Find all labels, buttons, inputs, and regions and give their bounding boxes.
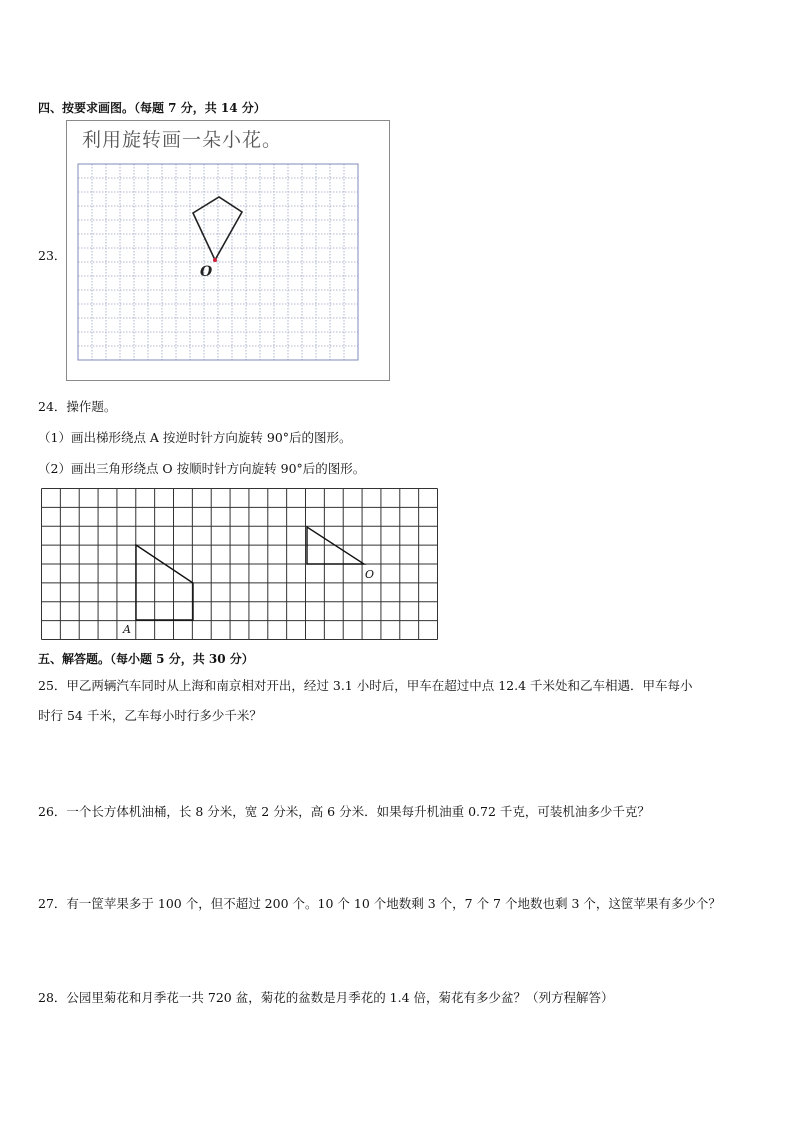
q24-label-o: O: [365, 568, 375, 581]
question-24-title: 24．操作题。: [38, 399, 117, 414]
question-23-number: 23．: [38, 248, 67, 263]
q23-figure-caption: 利用旋转画一朵小花。: [82, 129, 283, 151]
question-24-item-1: （1）画出梯形绕点 A 按逆时针方向旋转 90°后的图形。: [38, 430, 352, 445]
question-24-item-2: （2）画出三角形绕点 O 按顺时针方向旋转 90°后的图形。: [38, 461, 366, 476]
q23-point-o-label: O: [200, 264, 213, 280]
q24-square-grid: [42, 489, 438, 640]
question-25-line-2: 时行 54 千米，乙车每小时行多少千米？: [38, 708, 262, 723]
q23-point-o-marker: [213, 258, 217, 262]
section-5-heading: 五、解答题。（每小题 5 分，共 30 分）: [38, 652, 254, 666]
q23-figure-frame: [67, 121, 390, 381]
question-27: 27．有一筐苹果多于 100 个，但不超过 200 个。10 个 10 个地数剩 3 个，7 个 7 个地数也剩 3 个，这筐苹果有多少个？: [38, 896, 721, 911]
q23-rotation-figure: [66, 120, 391, 382]
question-26: 26．一个长方体机油桶，长 8 分米，宽 2 分米，高 6 分米．如果每升机油重 0.72 千克，可装机油多少千克？: [38, 804, 650, 819]
section-4-heading: 四、按要求画图。（每题 7 分，共 14 分）: [38, 101, 266, 115]
question-28: 28．公园里菊花和月季花一共 720 盆，菊花的盆数是月季花的 1.4 倍，菊花有多少盆？（列方程解答）: [38, 990, 614, 1005]
q24-grid-figure: [41, 487, 441, 643]
q24-label-a: A: [123, 623, 131, 636]
question-25-line-1: 25．甲乙两辆汽车同时从上海和南京相对开出，经过 3.1 小时后，甲车在超过中点 12.4 千米处和乙车相遇．甲车每小: [38, 678, 693, 693]
